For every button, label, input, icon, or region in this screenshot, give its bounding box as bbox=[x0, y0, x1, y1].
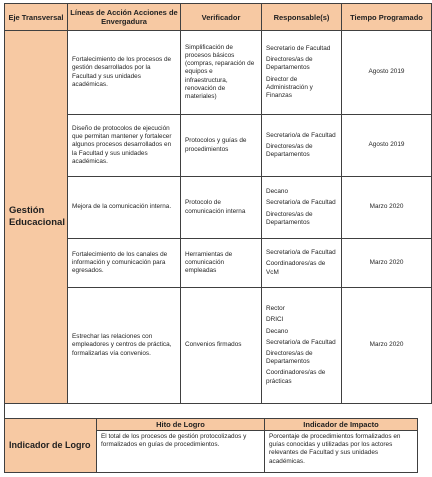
header-verificador: Verificador bbox=[181, 4, 262, 31]
table-divider bbox=[4, 404, 6, 418]
tiempo-cell: Agosto 2019 bbox=[342, 31, 432, 115]
hito-de-logro-text: El total de los procesos de gestión protocolizados y formalizados en guías de procedimientos. bbox=[97, 431, 265, 473]
responsable-item: Coordinadores/as de prácticas bbox=[266, 369, 326, 385]
indicador-de-impacto-text: Porcentaje de procedimientos formalizados en guías conocidas y utilizadas por los actores relevantes de Facultad y sus unidades académicas. bbox=[265, 431, 418, 473]
verificador-cell: Simplificación de procesos básicos (compras, reparación de equipos e infraestructura, renovación de materiales) bbox=[181, 31, 262, 115]
responsable-item: DRICI bbox=[266, 316, 284, 324]
responsables-cell bbox=[262, 31, 342, 115]
verificador-cell: Protocolos y guías de procedimientos bbox=[181, 115, 262, 177]
responsable-item: Decano bbox=[266, 188, 289, 196]
responsable-item: Coordinadores/as de VcM bbox=[266, 260, 326, 276]
responsable-item: Directores/as de Departamentos bbox=[266, 350, 313, 366]
responsable-item: Directores/as de Departamentos bbox=[266, 142, 313, 159]
table-row bbox=[5, 177, 432, 239]
responsables-cell bbox=[262, 177, 342, 239]
verificador-cell: Convenios firmados bbox=[181, 288, 262, 404]
responsables-cell bbox=[262, 288, 342, 404]
verificador-cell: Protocolo de comunicación interna bbox=[181, 177, 262, 239]
responsable-item: Secretario/a de Facultad bbox=[266, 131, 336, 139]
table-row bbox=[5, 115, 432, 177]
linea-accion-cell: Fortalecimiento de los procesos de gestión desarrollados por la Facultad y sus unidades académicas. bbox=[68, 31, 181, 115]
responsable-item: Directores/as de Departamentos bbox=[266, 56, 313, 72]
table-row bbox=[5, 31, 432, 115]
linea-accion-cell: Fortalecimiento de los canales de información y comunicación para egresados. bbox=[68, 239, 181, 288]
verificador-cell: Herramientas de comunicación empleadas bbox=[181, 239, 262, 288]
header-tiempo-programado: Tiempo Programado bbox=[342, 4, 432, 31]
indicador-header-row bbox=[5, 419, 418, 431]
responsable-item: Secretario/a de Facultad bbox=[266, 338, 336, 346]
responsable-item: Secretario de Facultad bbox=[266, 44, 331, 52]
tiempo-cell: Marzo 2020 bbox=[342, 177, 432, 239]
header-indicador-de-impacto: Indicador de Impacto bbox=[265, 419, 418, 431]
action-lines-table bbox=[4, 3, 432, 404]
linea-accion-cell: Mejora de la comunicación interna. bbox=[68, 177, 181, 239]
responsable-item: Director de Administración y Finanzas bbox=[266, 75, 313, 99]
table-row bbox=[5, 288, 432, 404]
tiempo-cell: Marzo 2020 bbox=[342, 239, 432, 288]
indicador-logro-table bbox=[4, 418, 418, 473]
responsable-item: Directores/as de Departamentos bbox=[266, 210, 313, 226]
header-lineas-de-accion: Líneas de Acción Acciones de Envergadura bbox=[68, 4, 181, 31]
tiempo-cell: Agosto 2019 bbox=[342, 115, 432, 177]
header-responsables: Responsable(s) bbox=[262, 4, 342, 31]
linea-accion-cell: Estrechar las relaciones con empleadores y centros de práctica, formalizarlas vía convenios. bbox=[68, 288, 181, 404]
responsable-item: Secretario/a de Facultad bbox=[266, 249, 336, 257]
table-header-row bbox=[5, 4, 432, 31]
responsables-cell bbox=[262, 115, 342, 177]
header-eje-transversal: Eje Transversal bbox=[5, 4, 68, 31]
indicador-logro-label: Indicador de Logro bbox=[5, 419, 97, 473]
header-hito-de-logro: Hito de Logro bbox=[97, 419, 265, 431]
linea-accion-cell: Diseño de protocolos de ejecución que permitan mantener y fortalecer algunos procesos desarrollados en la Facultad y sus unidades académicas. bbox=[68, 115, 181, 177]
responsables-cell bbox=[262, 239, 342, 288]
responsable-item: Secretario/a de Facultad bbox=[266, 199, 336, 207]
tiempo-cell: Marzo 2020 bbox=[342, 288, 432, 404]
table-row bbox=[5, 239, 432, 288]
eje-transversal-cell: Gestión Educacional bbox=[5, 31, 68, 404]
responsable-item: Decano bbox=[266, 327, 289, 335]
responsable-item: Rector bbox=[266, 305, 285, 313]
